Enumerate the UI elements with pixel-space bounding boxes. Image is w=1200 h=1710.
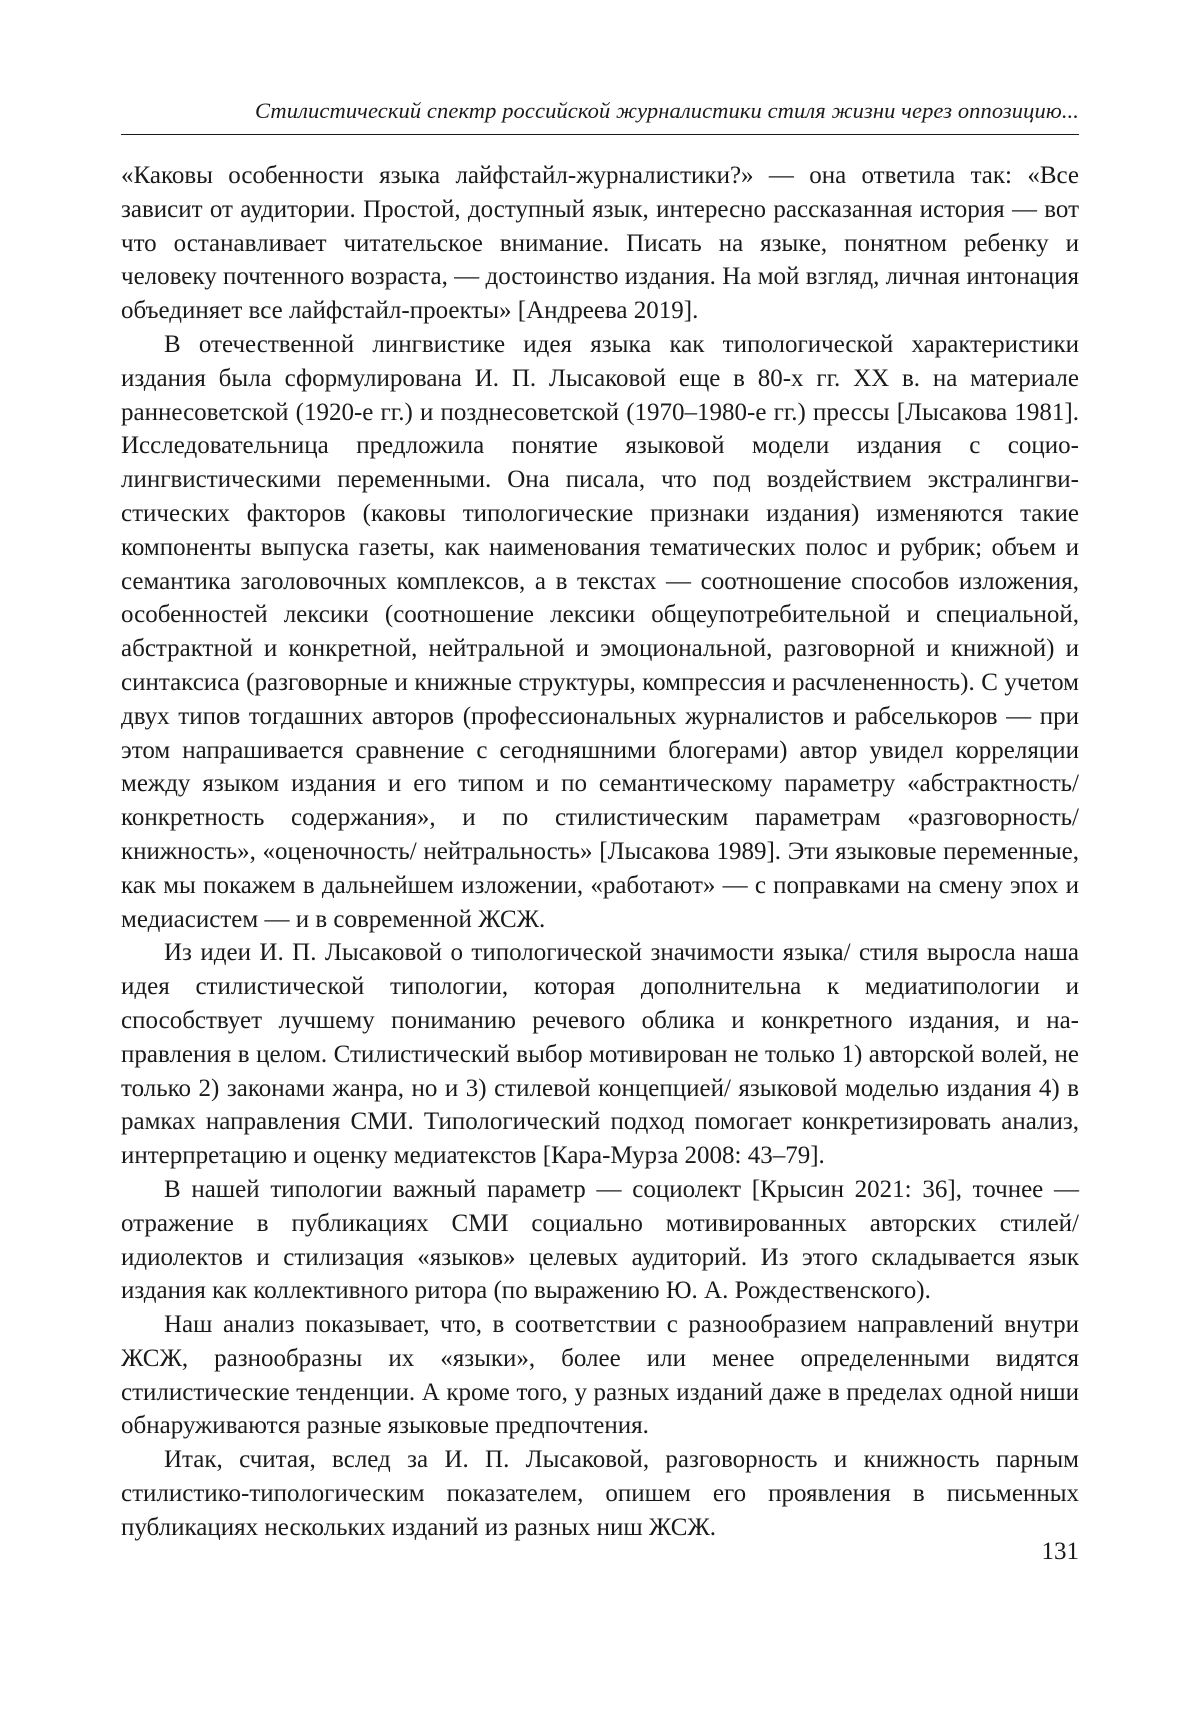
main-text [121, 159, 1079, 1545]
paragraph: Из идеи И. П. Лысаковой о типологической значимости языка/ стиля выросла наша идея стилистической типологии, которая дополнительна к медиатипологии и способствует лучшему пониманию речевого облика и конкретного издания, и направления в целом. Стилистический выбор мотивирован не только 1) авторской волей, не только 2) законами жанра, но и 3) стилевой концепцией/ языковой моделью издания 4) в рамках направления СМИ. Типологический подход помогает конкретизировать анализ, интерпретацию и оценку медиатекстов [Кара-Мурза 2008: 43–79]. [121, 939, 1079, 1170]
running-header: Стилистический спектр российской журналистики стиля жизни через оппозицию... [255, 98, 1079, 123]
paragraph-continued: «Каковы особенности языка лайфстайл-журналистики?» — она ответила так: «Все зависит от аудитории. Простой, доступный язык, интересно рассказанная история — вот что останавливает читательское внимание. Писать на языке, понятном ребенку и человеку почтенного возраста, — достоинство издания. На мой взгляд, личная интонация объединяет все лайфстайл-проекты» [Андреева 2019]. [121, 162, 1079, 325]
paragraph: Итак, считая, вслед за И. П. Лысаковой, разговорность и книжность парным стилистико-типологическим показателем, опишем его проявления в письменных публикациях нескольких изданий из разных ниш ЖСЖ. [121, 1446, 1079, 1541]
header-rule [121, 134, 1079, 135]
paragraph: В нашей типологии важный параметр — социолект [Крысин 2021: 36], точнее — отражение в публикациях СМИ социально мотивированных авторских стилей/ идиолектов и стилизация «языков» целевых аудиторий. Из этого складывается язык издания как коллективного ритора (по выражению Ю. А. Рождественского). [121, 1175, 1079, 1305]
paragraph: В отечественной лингвистике идея языка как типологической характеристики издания была сформулирована И. П. Лысаковой еще в 80-х гг. XX в. на материале раннесоветской (1920-е гг.) и позднесоветской (1970–1980-е гг.) прессы [Лысакова 1981]. Исследовательница предложила понятие языковой модели издания с социолингвистическими переменными. Она писала, что под воздействием экстралингвистических факторов (каковы типологические признаки издания) изменяются такие компоненты выпуска газеты, как наименования тематических полос и рубрик; объем и семантика заголовочных комплексов, а в текстах — соотношение способов изложения, особенностей лексики (соотношение лексики общеупотребительной и специальной, абстрактной и конкретной, нейтральной и эмоциональной, разговорной и книжной) и синтаксиса (разговорные и книжные структуры, компрессия и расчлененность). С учетом двух типов тогдашних авторов (профессиональных журналистов и рабселькоров — при этом напрашивается сравнение с сегодняшними блогерами) автор увидел корреляции между языком издания и его типом и по семантическому параметру «абстрактность/ конкретность содержания», и по стилистическим параметрам «разговорность/ книжность», «оценочность/ нейтральность» [Лысакова 1989]. Эти языковые переменные, как мы покажем в дальнейшем изложении, «работают» — с поправками на смену эпох и медиасистем — и в современной ЖСЖ. [121, 330, 1079, 933]
paragraph: Наш анализ показывает, что, в соответствии с разнообразием направлений внутри ЖСЖ, разнообразны их «языки», более или менее определенными видятся стилистические тенденции. А кроме того, у разных изданий даже в пределах одной ниши обнаруживаются разные языковые предпочтения. [121, 1311, 1079, 1440]
page-number: 131 [1041, 1538, 1079, 1565]
